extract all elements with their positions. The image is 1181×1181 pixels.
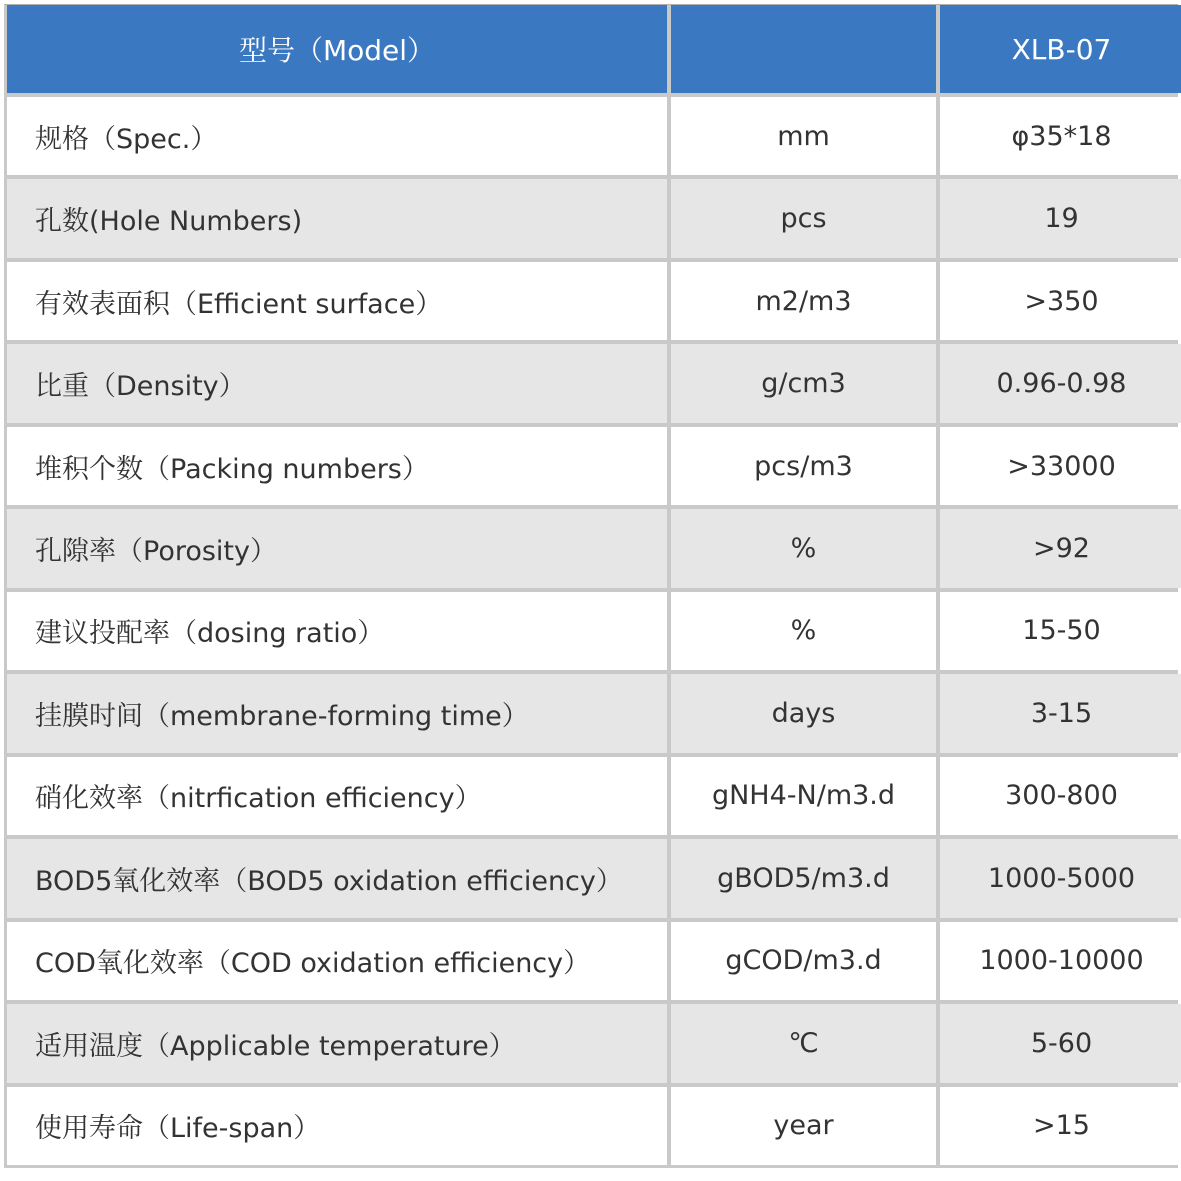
value-cell: >33000 bbox=[940, 427, 1181, 505]
unit-cell: gCOD/m3.d bbox=[671, 922, 936, 1000]
value-cell: 3-15 bbox=[940, 674, 1181, 752]
header-model-label: 型号（Model） bbox=[7, 5, 667, 93]
param-cell: 规格（Spec.） bbox=[7, 97, 667, 175]
value-cell: 1000-5000 bbox=[940, 839, 1181, 917]
spec-table bbox=[4, 4, 1178, 1168]
value-cell: >92 bbox=[940, 509, 1181, 587]
unit-cell: year bbox=[671, 1087, 936, 1165]
unit-cell: ℃ bbox=[671, 1004, 936, 1082]
unit-cell: m2/m3 bbox=[671, 262, 936, 340]
param-cell: BOD5氧化效率（BOD5 oxidation efficiency） bbox=[7, 839, 667, 917]
unit-cell: pcs bbox=[671, 179, 936, 257]
value-cell: >350 bbox=[940, 262, 1181, 340]
param-cell: COD氧化效率（COD oxidation efficiency） bbox=[7, 922, 667, 1000]
value-cell: 0.96-0.98 bbox=[940, 344, 1181, 422]
unit-cell: % bbox=[671, 509, 936, 587]
unit-cell: gBOD5/m3.d bbox=[671, 839, 936, 917]
param-cell: 硝化效率（nitrfication efficiency） bbox=[7, 757, 667, 835]
param-cell: 比重（Density） bbox=[7, 344, 667, 422]
header-model-value: XLB-07 bbox=[940, 5, 1181, 93]
unit-cell: days bbox=[671, 674, 936, 752]
unit-cell: mm bbox=[671, 97, 936, 175]
value-cell: >15 bbox=[940, 1087, 1181, 1165]
param-cell: 孔隙率（Porosity） bbox=[7, 509, 667, 587]
param-cell: 使用寿命（Life-span） bbox=[7, 1087, 667, 1165]
value-cell: 15-50 bbox=[940, 592, 1181, 670]
param-cell: 适用温度（Applicable temperature） bbox=[7, 1004, 667, 1082]
unit-cell: gNH4-N/m3.d bbox=[671, 757, 936, 835]
unit-cell: g/cm3 bbox=[671, 344, 936, 422]
value-cell: 19 bbox=[940, 179, 1181, 257]
param-cell: 孔数(Hole Numbers) bbox=[7, 179, 667, 257]
value-cell: φ35*18 bbox=[940, 97, 1181, 175]
param-cell: 有效表面积（Efficient surface） bbox=[7, 262, 667, 340]
header-unit bbox=[671, 5, 936, 93]
value-cell: 5-60 bbox=[940, 1004, 1181, 1082]
value-cell: 300-800 bbox=[940, 757, 1181, 835]
value-cell: 1000-10000 bbox=[940, 922, 1181, 1000]
param-cell: 挂膜时间（membrane-forming time） bbox=[7, 674, 667, 752]
param-cell: 堆积个数（Packing numbers） bbox=[7, 427, 667, 505]
unit-cell: % bbox=[671, 592, 936, 670]
unit-cell: pcs/m3 bbox=[671, 427, 936, 505]
param-cell: 建议投配率（dosing ratio） bbox=[7, 592, 667, 670]
